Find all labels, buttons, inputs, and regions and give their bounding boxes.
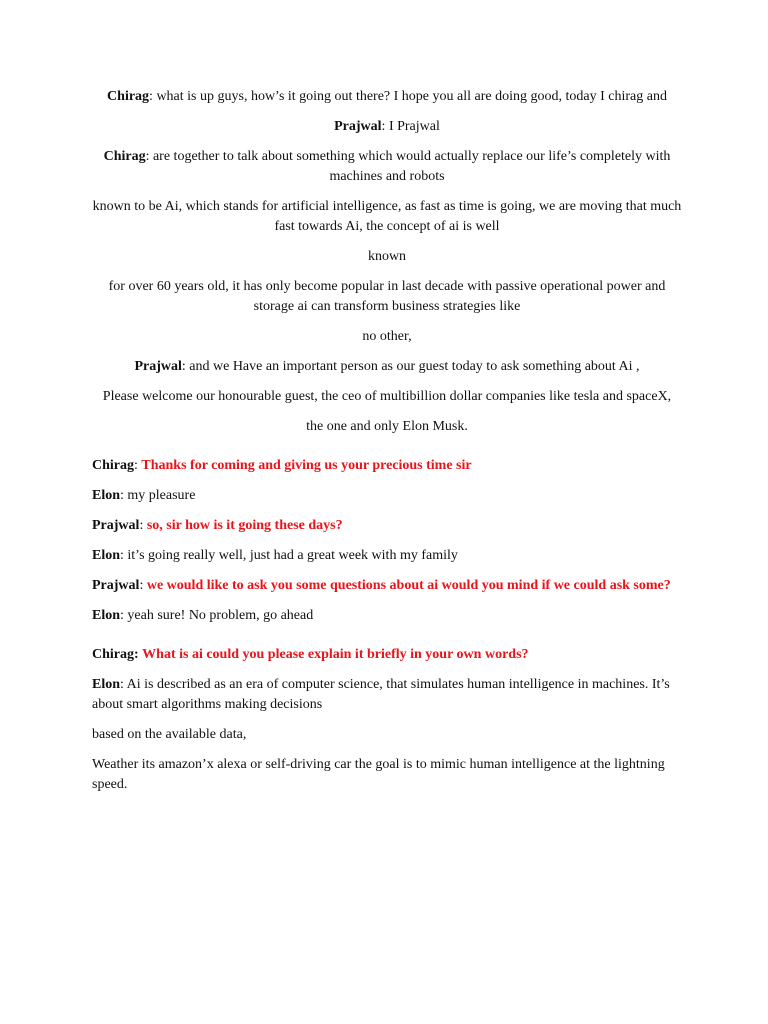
qa-line — [92, 755, 682, 795]
speaker-separator: : — [120, 608, 128, 623]
dialogue-line — [92, 576, 682, 596]
intro-section — [92, 87, 682, 437]
line-text: for over 60 years old, it has only become popular in last decade with passive operational power and storage ai can transform business strategies like — [108, 279, 666, 314]
speaker-name: Chirag — [107, 89, 150, 104]
line-text: what is up guys, how’s it going out there? I hope you all are doing good, today I chirag and — [156, 89, 667, 104]
speaker-name: Elon — [92, 488, 121, 503]
speaker-name: Elon — [92, 548, 121, 563]
document-page — [92, 87, 682, 805]
answer-text: Weather its amazon’x alexa or self-driving car the goal is to mimic human intelligence at the lightning speed. — [92, 757, 665, 792]
line-text: Please welcome our honourable guest, the ceo of multibillion dollar companies like tesla and spaceX, — [102, 389, 672, 404]
speaker-separator: : — [181, 359, 190, 374]
speaker-name: Prajwal — [334, 119, 382, 134]
qa-line — [92, 675, 682, 715]
answer-text: it’s going really well, just had a great week with my family — [127, 548, 458, 563]
speaker-separator: : — [145, 149, 153, 164]
qa-line — [92, 645, 682, 665]
intro-line — [92, 357, 682, 377]
answer-text: my pleasure — [127, 488, 196, 503]
intro-line — [92, 87, 682, 107]
dialogue-line — [92, 486, 682, 506]
speaker-name: Elon — [92, 677, 121, 692]
speaker-separator: : — [149, 89, 157, 104]
question-text: What is ai could you please explain it briefly in your own words? — [142, 647, 529, 662]
answer-text: Ai is described as an era of computer science, that simulates human intelligence in machines. It’s about smart algorithms making decisions — [92, 677, 670, 712]
speaker-separator: : — [120, 677, 127, 692]
line-text: are together to talk about something which would actually replace our life’s completely with machines and robots — [152, 149, 671, 184]
question-text: Thanks for coming and giving us your precious time sir — [141, 458, 472, 473]
answer-text: based on the available data, — [92, 727, 247, 742]
answer-text: yeah sure! No problem, go ahead — [127, 608, 314, 623]
speaker-separator: : — [120, 488, 128, 503]
qa-section — [92, 645, 682, 795]
speaker-name: Chirag: — [92, 647, 139, 662]
speaker-name: Elon — [92, 608, 121, 623]
dialogue-line — [92, 516, 682, 536]
dialogue-line — [92, 546, 682, 566]
dialogue-line — [92, 606, 682, 626]
intro-line — [92, 147, 682, 187]
dialogue-line — [92, 456, 682, 476]
line-text: the one and only Elon Musk. — [306, 419, 468, 434]
speaker-name: Prajwal — [92, 578, 140, 593]
line-text: known — [367, 249, 407, 264]
line-text: and we Have an important person as our guest today to ask something about Ai , — [189, 359, 640, 374]
line-text: known to be Ai, which stands for artificial intelligence, as fast as time is going, we are moving that much fast towards Ai, the concept of ai is well — [92, 199, 682, 234]
speaker-name: Chirag — [92, 458, 134, 473]
speaker-separator: : — [139, 578, 147, 593]
speaker-name: Chirag — [103, 149, 146, 164]
intro-line — [92, 247, 682, 267]
intro-line — [92, 117, 682, 137]
speaker-separator: : — [134, 458, 142, 473]
question-text: we would like to ask you some questions about ai would you mind if we could ask some? — [146, 578, 671, 593]
question-text: so, sir how is it going these days? — [146, 518, 343, 533]
intro-line — [92, 277, 682, 317]
speaker-name: Prajwal — [134, 359, 182, 374]
intro-line — [92, 327, 682, 347]
intro-line — [92, 387, 682, 407]
speaker-separator: : — [120, 548, 128, 563]
intro-line — [92, 417, 682, 437]
intro-line — [92, 197, 682, 237]
line-text: no other, — [362, 329, 412, 344]
speaker-separator: : — [381, 119, 389, 134]
line-text: I Prajwal — [388, 119, 440, 134]
speaker-name: Prajwal — [92, 518, 140, 533]
speaker-separator: : — [139, 518, 147, 533]
dialogue-section — [92, 456, 682, 626]
qa-line — [92, 725, 682, 745]
